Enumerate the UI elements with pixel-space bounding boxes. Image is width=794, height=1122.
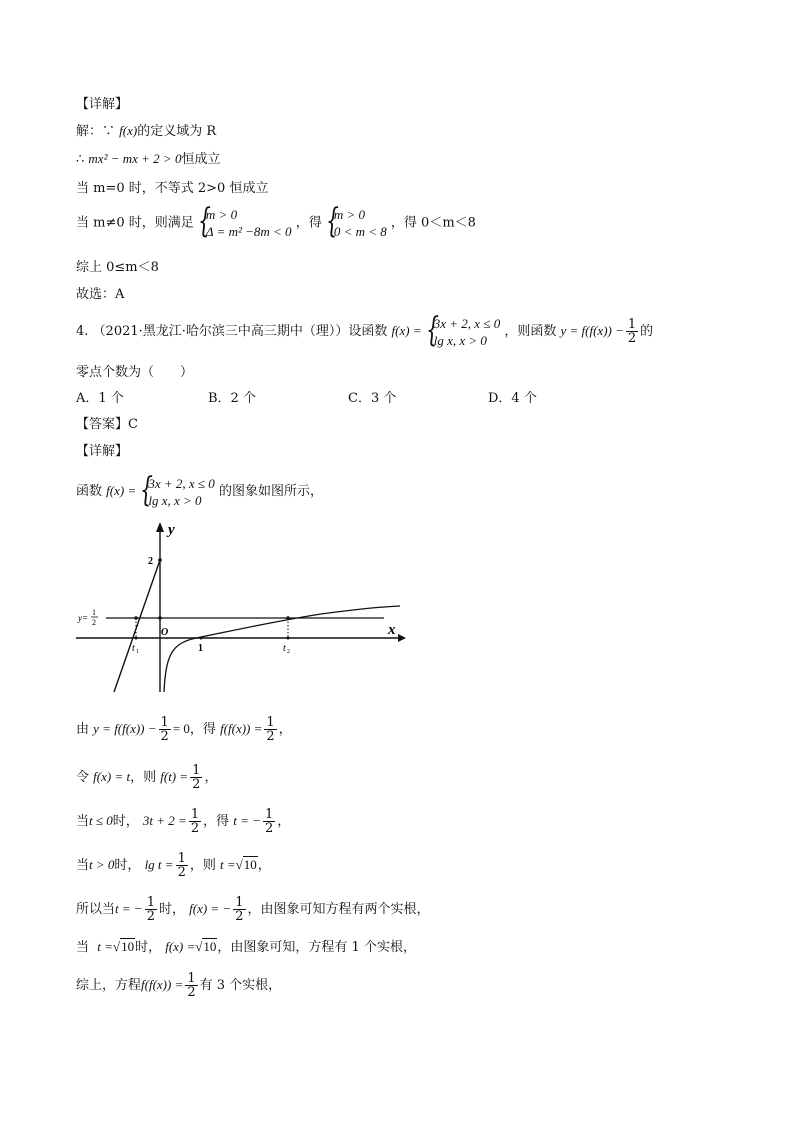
step-3-equation: 3t + 2 = (142, 813, 187, 828)
y-axis-arrow-icon (156, 522, 164, 532)
sqrt-icon: √ (112, 939, 121, 954)
sqrt-radicand: 10 (121, 939, 135, 954)
half-fraction (145, 896, 157, 923)
left-brace-icon: { (197, 201, 211, 241)
half-fraction (264, 716, 276, 743)
fraction-denominator: 2 (235, 909, 244, 924)
result-text: ，得 0＜m＜8 (390, 215, 476, 231)
question-4-stem (76, 309, 654, 350)
step-7 (76, 968, 281, 1003)
half-fraction (190, 764, 202, 791)
step-1-mid: ，得 (189, 722, 216, 737)
step-6-rest: ，由图象可知，方程有 1 个实根， (217, 940, 416, 955)
fraction-denominator: 2 (177, 865, 186, 880)
detail-heading: 【详解】 (76, 97, 129, 112)
half-fraction (233, 896, 245, 923)
x-axis-label: x (388, 622, 396, 638)
inequality-expression: mx² − mx + 2 > 0 (88, 151, 182, 166)
point-t2-intersection (286, 616, 290, 620)
fraction-numerator: 1 (177, 851, 186, 866)
step-7-rest: 有 3 个实根， (199, 978, 282, 993)
half-fraction (185, 972, 197, 999)
solution-line-5: 综上 0≤m＜8 (76, 260, 159, 275)
solution-label: 解： (76, 124, 103, 139)
because-symbol: ∵ (102, 124, 116, 139)
system-1 (197, 201, 292, 241)
function-graph (76, 520, 406, 698)
t1-label: t (132, 643, 135, 654)
half-fraction (189, 808, 201, 835)
half-fraction (176, 852, 188, 879)
fraction-numerator: 1 (235, 895, 244, 910)
piece-2: lg x, x > 0 (433, 332, 487, 348)
sqrt-radicand: 10 (203, 939, 217, 954)
left-brace-icon: { (325, 201, 339, 241)
tick-two: 2 (148, 556, 153, 567)
step-3-mid: ，得 (203, 814, 230, 829)
answer-line: 【答案】C (76, 417, 138, 432)
step-6-condition: t = (97, 939, 113, 954)
option-c[interactable]: C．3 个 (348, 391, 397, 406)
step-4-condition: t > 0 (89, 857, 115, 872)
function-suffix: 的图象如图所示， (218, 484, 323, 499)
solution-line-1 (76, 122, 216, 141)
step-6-prefix: 当 (76, 940, 90, 955)
function-piece-2: lg x, x > 0 (148, 492, 202, 508)
step-4-result: t = (220, 857, 236, 872)
solution-line-2 (76, 150, 220, 169)
question-end: 的 (640, 324, 654, 339)
system-2-row-2: 0 < m < 8 (333, 224, 387, 239)
point-one (200, 637, 203, 640)
step-2-expression: f(x) = t (93, 769, 131, 784)
step-1-end: ， (278, 722, 292, 737)
step-5-time: 时， (158, 902, 185, 917)
fraction-denominator: 2 (264, 821, 274, 836)
step-1-equals-zero: = 0 (172, 721, 190, 736)
step-4-time: 时， (114, 858, 141, 873)
step-1-expression: y = f(f(x)) − (93, 721, 157, 736)
fraction-denominator: 2 (160, 729, 169, 744)
therefore-symbol: ∴ (76, 152, 85, 167)
sqrt-radicand: 10 (243, 857, 257, 872)
tick-one: 1 (198, 643, 203, 654)
half-fraction (263, 808, 275, 835)
y-axis-label: y (168, 522, 175, 538)
step-3-prefix: 当 (76, 814, 90, 829)
y-eq-label: y= (78, 613, 89, 623)
t2-subscript: 2 (287, 649, 290, 655)
step-4-end: ， (257, 858, 271, 873)
step-4 (76, 848, 271, 883)
question-source: （2021·黑龙江·哈尔滨三中高三期中（理））设函数 (92, 324, 388, 339)
step-2-expression-2: f(t) = (160, 769, 189, 784)
detail-heading-2: 【详解】 (76, 444, 129, 459)
case-prefix: 当 m≠0 时，则满足 (76, 215, 194, 231)
point-t1 (135, 637, 138, 640)
t2-label: t (283, 643, 286, 654)
step-3 (76, 804, 290, 839)
step-3-time: 时， (112, 814, 139, 829)
function-label: f(x) = (106, 483, 137, 498)
solution-line-6: 故选：A (76, 287, 125, 302)
y-eq-denominator: 2 (92, 618, 96, 627)
point-t1-intersection (134, 616, 138, 620)
step-7-expression: f(f(x)) = (141, 977, 184, 992)
system-2-row-1: m > 0 (333, 207, 366, 222)
step-3-result: t = − (233, 813, 261, 828)
fraction-denominator: 2 (192, 777, 201, 792)
step-4-prefix: 当 (76, 858, 90, 873)
step-3-condition: t ≤ 0 (89, 813, 113, 828)
fraction-numerator: 1 (187, 971, 196, 986)
left-brace-icon: { (140, 469, 154, 510)
point-y-2 (158, 558, 162, 562)
half-fraction (626, 318, 638, 345)
question-4-line-2: 零点个数为（ ） (76, 365, 194, 380)
function-piece-1: 3x + 2, x ≤ 0 (148, 475, 215, 491)
step-2-end: ， (204, 770, 218, 785)
then-text: ，得 (295, 215, 322, 231)
fraction-numerator: 1 (266, 715, 275, 730)
system-1-row-1: m > 0 (205, 207, 238, 222)
fraction-denominator: 2 (187, 985, 196, 1000)
step-4-equation: lg t = (144, 857, 174, 872)
step-2-prefix: 令 (76, 770, 90, 785)
fraction-numerator: 1 (264, 807, 274, 822)
point-y-half (158, 616, 162, 620)
function-piecewise (140, 469, 215, 510)
question-mid: ，则函数 (504, 324, 557, 339)
solution-line-3: 当 m=0 时，不等式 2>0 恒成立 (76, 181, 269, 196)
step-1-expression-2: f(f(x)) = (220, 721, 263, 736)
fraction-denominator: 2 (190, 821, 200, 836)
question-piecewise (425, 309, 501, 350)
option-b[interactable]: B．2 个 (208, 391, 256, 406)
step-1-prefix: 由 (76, 722, 90, 737)
step-2 (76, 760, 217, 795)
solution-line-4 (76, 201, 476, 241)
option-d[interactable]: D．4 个 (488, 391, 537, 406)
domain-text: 的定义域为 R (137, 124, 217, 139)
step-5-equation: f(x) = − (189, 901, 232, 916)
linear-piece-curve (114, 560, 160, 692)
sqrt-icon: √ (235, 857, 243, 872)
system-2 (325, 201, 387, 241)
step-5-prefix: 所以当 (76, 902, 116, 917)
fraction-denominator: 2 (266, 729, 275, 744)
step-2-mid: ，则 (130, 770, 157, 785)
fraction-numerator: 1 (160, 715, 169, 730)
fraction-denominator: 2 (627, 331, 637, 346)
system-1-row-2: Δ = m² −8m < 0 (205, 224, 292, 239)
fraction-numerator: 1 (190, 807, 200, 822)
step-7-prefix: 综上，方程 (76, 978, 142, 993)
step-6-time: 时， (135, 940, 162, 955)
step-5-condition: t = − (115, 901, 143, 916)
t1-subscript: 1 (136, 649, 139, 655)
function-symbol: f(x) (119, 123, 138, 138)
point-t2 (287, 637, 290, 640)
fraction-numerator: 1 (627, 317, 637, 332)
y-eq-numerator: 1 (92, 608, 96, 617)
fraction-numerator: 1 (146, 895, 155, 910)
step-3-end: ， (277, 814, 291, 829)
fraction-denominator: 2 (146, 909, 155, 924)
step-4-mid: ，则 (189, 858, 216, 873)
step-5-rest: ，由图象可知方程有两个实根， (247, 902, 430, 917)
step-1 (76, 712, 292, 747)
half-fraction (159, 716, 171, 743)
sqrt-icon: √ (195, 939, 203, 954)
origin-label: O (161, 627, 169, 638)
inequality-text: 恒成立 (181, 152, 221, 167)
step-5 (76, 892, 430, 927)
function-prefix: 函数 (76, 484, 103, 499)
step-6 (76, 934, 416, 961)
left-brace-icon: { (425, 309, 439, 350)
question-composite: y = f(f(x)) − (560, 323, 624, 338)
fraction-numerator: 1 (192, 763, 201, 778)
option-a[interactable]: A．1 个 (76, 391, 124, 406)
step-6-equation: f(x) = (165, 939, 196, 954)
question-function: f(x) = (391, 323, 422, 338)
piece-1: 3x + 2, x ≤ 0 (433, 315, 501, 331)
x-axis-arrow-icon (398, 634, 406, 642)
function-description (76, 469, 323, 510)
question-number: 4. (76, 324, 89, 339)
